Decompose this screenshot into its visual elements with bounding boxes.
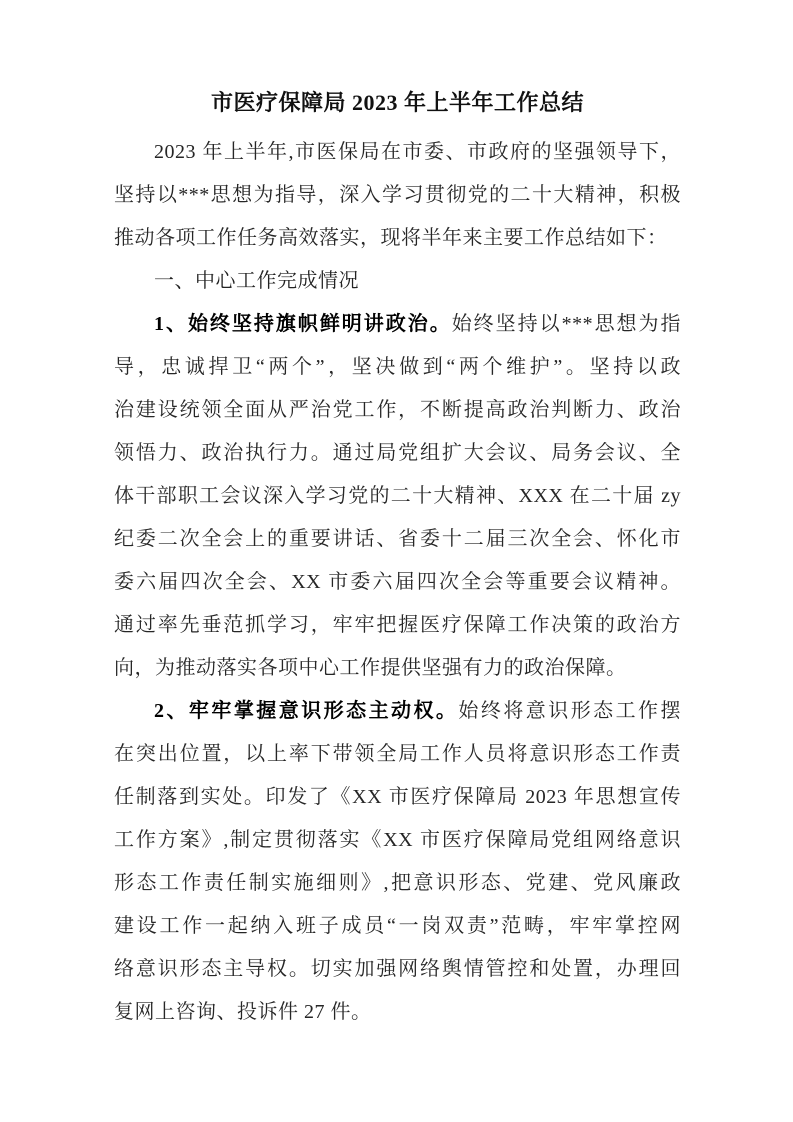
text-line — [114, 432, 681, 475]
body-text: 坚持以***思想为指导，深入学习贯彻党的二十大精神，积极 — [114, 184, 681, 206]
item-paragraph-2 — [114, 690, 681, 1034]
text-line — [114, 303, 681, 346]
body-text: 治建设统领全面从严治党工作，不断提高政治判断力、政治 — [114, 399, 681, 421]
text-line — [114, 948, 681, 991]
body-text: 建设工作一起纳入班子成员“一岗双责”范畴，牢牢掌控网 — [114, 915, 681, 937]
text-line — [114, 647, 681, 690]
text-line — [114, 604, 681, 647]
text-line — [114, 217, 681, 260]
text-line — [114, 346, 681, 389]
body-text: 始终坚持以***思想为指 — [451, 313, 682, 335]
body-text: 复网上咨询、投诉件 27 件。 — [114, 1001, 372, 1023]
body-text: 推动各项工作任务高效落实，现将半年来主要工作总结如下： — [114, 227, 668, 249]
text-line — [114, 819, 681, 862]
intro-paragraph — [114, 131, 681, 260]
document-body — [114, 131, 681, 1034]
body-text: 任制落到实处。印发了《XX 市医疗保障局 2023 年思想宣传 — [114, 786, 681, 808]
body-text: 工作方案》,制定贯彻落实《XX 市医疗保障局党组网络意识 — [114, 829, 681, 851]
body-text: 在突出位置，以上率下带领全局工作人员将意识形态工作责 — [114, 743, 681, 765]
text-line — [114, 260, 681, 303]
body-text: 2023 年上半年,市医保局在市委、市政府的坚强领导下， — [154, 141, 681, 163]
body-text: 向，为推动落实各项中心工作提供坚强有力的政治保障。 — [114, 657, 627, 679]
body-text: 络意识形态主导权。切实加强网络舆情管控和处置，办理回 — [114, 958, 681, 980]
text-line — [114, 561, 681, 604]
body-text: 领悟力、政治执行力。通过局党组扩大会议、局务会议、全 — [114, 442, 681, 464]
text-line — [114, 690, 681, 733]
text-line — [114, 733, 681, 776]
body-text: 一、中心工作完成情况 — [154, 270, 359, 292]
bold-lead-text: 1、始终坚持旗帜鲜明讲政治。 — [154, 313, 452, 335]
document-title: 市医疗保障局 2023 年上半年工作总结 — [210, 90, 584, 115]
item-paragraph-1 — [114, 303, 681, 690]
body-text: 纪委二次全会上的重要讲话、省委十二届三次全会、怀化市 — [114, 528, 681, 550]
body-text: 委六届四次全会、XX 市委六届四次全会等重要会议精神。 — [114, 571, 681, 593]
text-line — [114, 991, 681, 1034]
bold-lead-text: 2、牢牢掌握意识形态主动权。 — [154, 700, 459, 722]
text-line — [114, 776, 681, 819]
text-line — [114, 131, 681, 174]
text-line — [114, 475, 681, 518]
text-line — [114, 174, 681, 217]
text-line — [114, 389, 681, 432]
body-text: 形态工作责任制实施细则》,把意识形态、党建、党风廉政 — [114, 872, 681, 894]
body-text: 导，忠诚捍卫“两个”，坚决做到“两个维护”。坚持以政 — [114, 356, 681, 378]
section-heading-1 — [114, 260, 681, 303]
body-text: 通过率先垂范抓学习，牢牢把握医疗保障工作决策的政治方 — [114, 614, 681, 636]
text-line — [114, 862, 681, 905]
body-text: 体干部职工会议深入学习党的二十大精神、XXX 在二十届 zy — [114, 485, 681, 507]
body-text: 始终将意识形态工作摆 — [458, 700, 682, 722]
text-line — [114, 905, 681, 948]
text-line — [114, 518, 681, 561]
